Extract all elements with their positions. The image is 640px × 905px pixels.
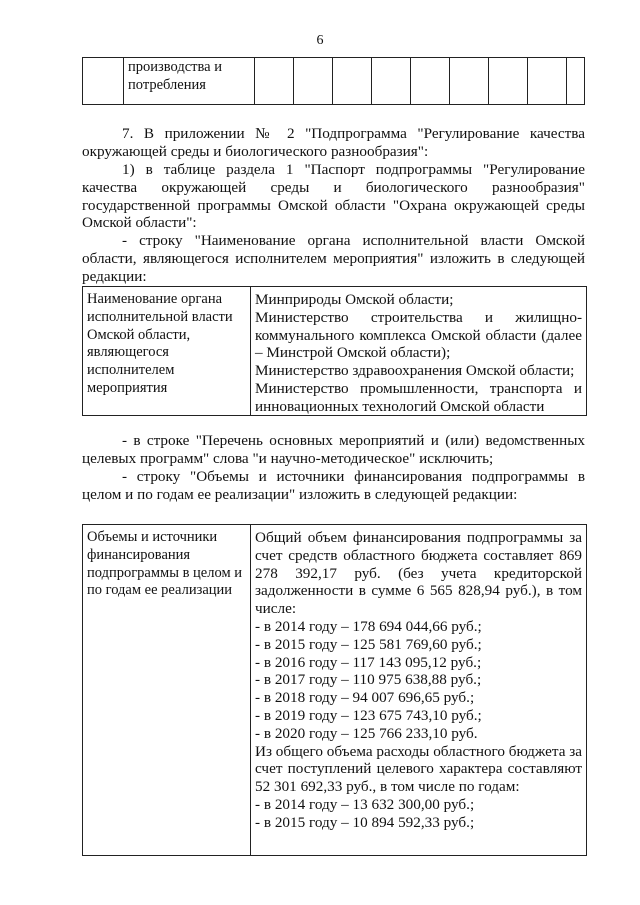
funding-line: - в 2018 году – 94 007 696,65 руб.;: [255, 689, 475, 707]
paragraph-7: 7. В приложении № 2 "Подпрограмма "Регулирование качества окружающей среды и биологического разнообразия":: [82, 125, 585, 160]
paragraph-list-row: - в строке "Перечень основных мероприятий и (или) ведомственных целевых программ" слова "и научно-методическое" исключить;: [82, 432, 585, 467]
funding-value: [251, 525, 586, 855]
funding-line: - в 2015 году – 125 581 769,60 руб.;: [255, 635, 482, 653]
executor-line: Министерство промышленности, транспорта и инновационных технологий Омской области: [255, 379, 582, 415]
table-cell: [333, 58, 372, 105]
table-cell: [411, 58, 450, 105]
table-cell: [528, 58, 567, 105]
executor-line: Министерство строительства и жилищно-коммунального комплекса Омской области (далее – Минстрой Омской области);: [255, 308, 582, 362]
funding-line: - в 2014 году – 178 694 044,66 руб.;: [255, 617, 482, 635]
table-cell: [83, 58, 124, 105]
funding-line: - в 2016 году – 117 143 095,12 руб.;: [255, 653, 482, 671]
table-cell: [567, 58, 585, 105]
funding-line: Из общего объема расходы областного бюджета за счет поступлений целевого характера составляют 52 301 692,33 руб., в том числе по годам:: [255, 742, 582, 796]
executor-line: Министерство здравоохранения Омской области;: [255, 362, 575, 380]
continuation-table: [82, 57, 585, 105]
funding-line: - в 2019 году – 123 675 743,10 руб.;: [255, 706, 482, 724]
executor-value: [251, 287, 586, 415]
executor-table: [82, 286, 587, 416]
table-cell: [372, 58, 411, 105]
funding-line: - в 2015 году – 10 894 592,33 руб.;: [255, 813, 475, 831]
funding-line: - в 2014 году – 13 632 300,00 руб.;: [255, 795, 475, 813]
funding-table: [82, 524, 587, 856]
table-cell: [255, 58, 294, 105]
table-cell-text: производства и потребления: [124, 58, 255, 105]
paragraph-1: 1) в таблице раздела 1 "Паспорт подпрограммы "Регулирование качества окружающей среды и биологического разнообразия" государственной программы Омской области "Охрана окружающей среды Омской области":: [82, 161, 585, 232]
table-cell: [294, 58, 333, 105]
table-cell: [489, 58, 528, 105]
paragraph-funding-row: - строку "Объемы и источники финансирования подпрограммы в целом и по годам ее реализации" изложить в следующей редакции:: [82, 468, 585, 503]
paragraph-row-name: - строку "Наименование органа исполнительной власти Омской области, являющегося исполнителем мероприятия" изложить в следующей редакции:: [82, 232, 585, 285]
executor-label: Наименование органа исполнительной власти Омской области, являющегося исполнителем мероприятия: [83, 287, 251, 415]
page-number: 6: [316, 33, 324, 48]
funding-line: - в 2017 году – 110 975 638,88 руб.;: [255, 671, 482, 689]
funding-label: Объемы и источники финансирования подпрограммы в целом и по годам ее реализации: [83, 525, 251, 855]
table-cell: [450, 58, 489, 105]
funding-line: - в 2020 году – 125 766 233,10 руб.: [255, 724, 478, 742]
executor-line: Минприроды Омской области;: [255, 291, 454, 308]
funding-line: Общий объем финансирования подпрограммы за счет средств областного бюджета составляет 869 278 392,17 руб. (без учета кредиторской задолженности в сумме 6 565 828,94 руб.), в том числе:: [255, 529, 582, 618]
